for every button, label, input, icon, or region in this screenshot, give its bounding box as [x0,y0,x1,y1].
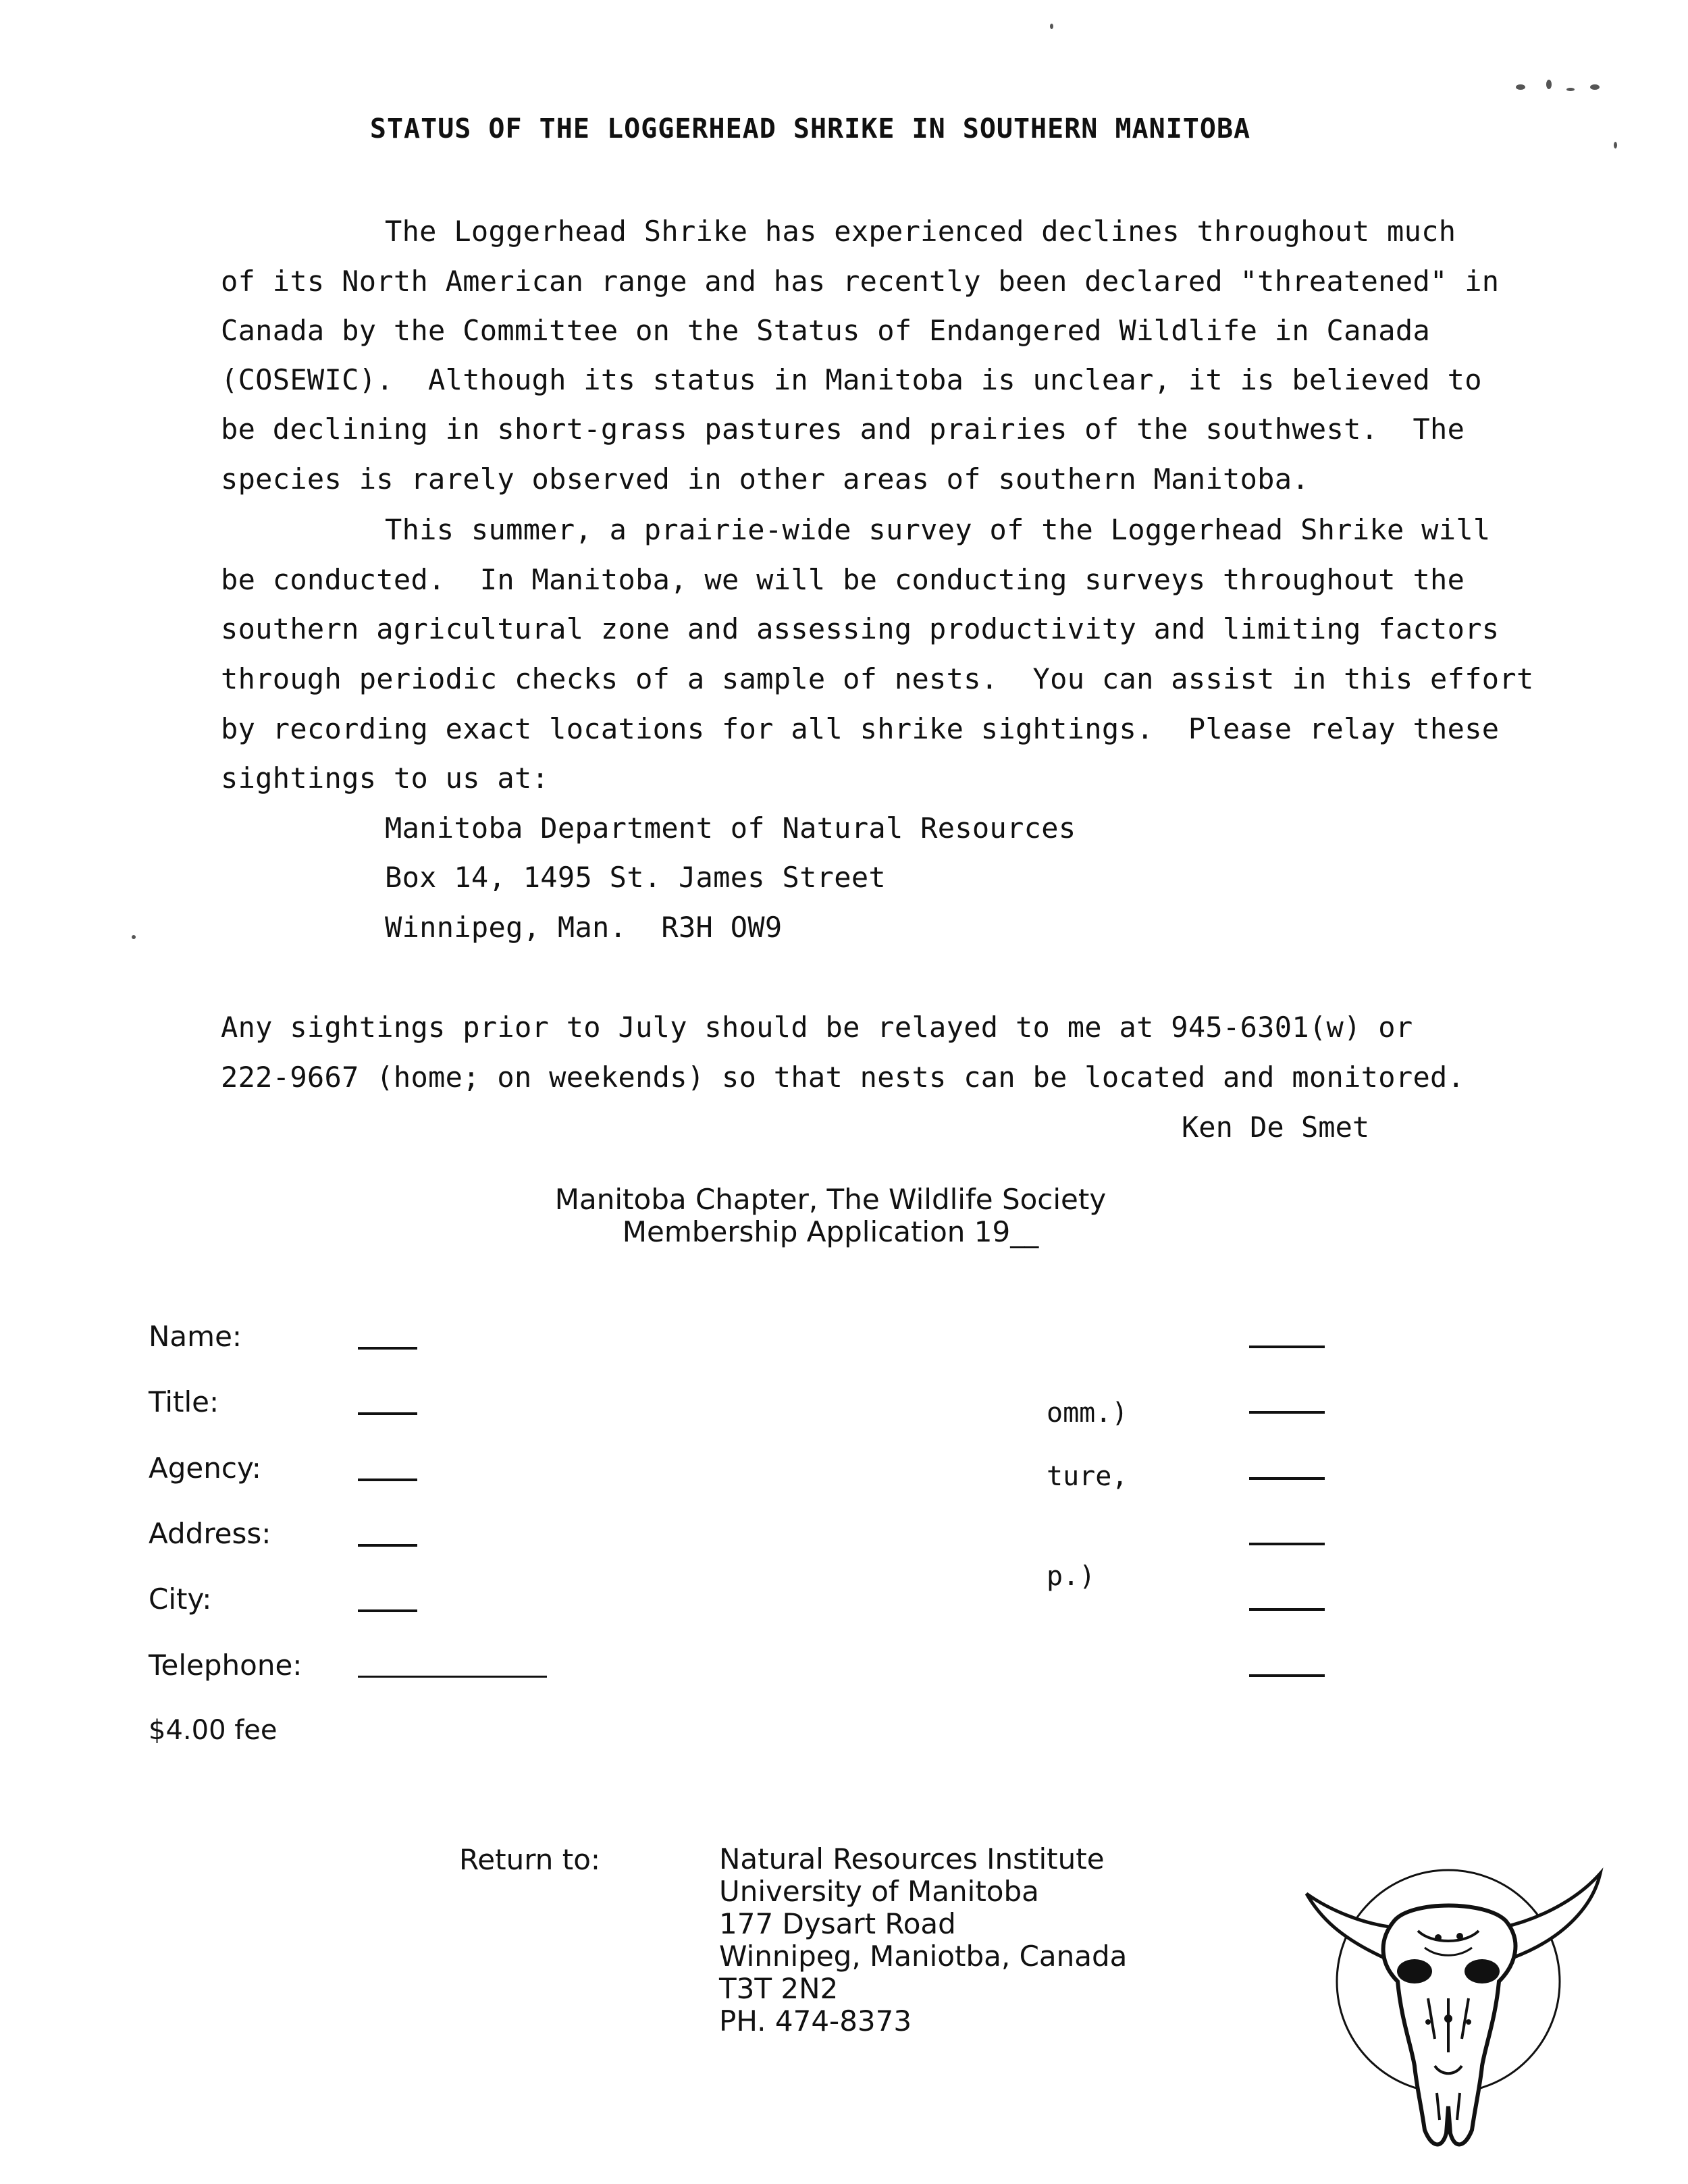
scan-speck [1590,84,1600,90]
body-line: This summer, a prairie-wide survey of the Loggerhead Shrike will [385,513,1491,546]
scan-speck [1050,24,1053,29]
form-fragment: p.) [1047,1561,1096,1592]
right-blank [1249,1543,1325,1545]
form-label-title: Title: [149,1385,219,1418]
return-label: Return to: [459,1843,601,1876]
right-blank [1249,1674,1325,1677]
telephone-blank [358,1676,547,1678]
form-label-name: Name: [149,1320,242,1353]
membership-fee: $4.00 fee [149,1715,278,1746]
title-blank [358,1412,417,1415]
body-line: southern agricultural zone and assessing productivity and limiting factors [221,612,1500,645]
agency-blank [358,1479,417,1481]
scan-speck [132,935,136,939]
form-subheading: Membership Application 19__ [622,1215,1039,1248]
body-line: (COSEWIC). Although its status in Manitoba is unclear, it is believed to [221,363,1482,396]
body-line: of its North American range and has recently been declared "threatened" in [221,265,1500,298]
address-line: Winnipeg, Man. R3H OW9 [385,911,783,944]
note-line: Any sightings prior to July should be relayed to me at 945-6301(w) or [221,1011,1413,1044]
return-address-line: Winnipeg, Maniotba, Canada [719,1940,1128,1973]
form-heading: Manitoba Chapter, The Wildlife Society [554,1183,1107,1216]
form-fragment: omm.) [1047,1397,1128,1429]
note-line: 222-9667 (home; on weekends) so that nests can be located and monitored. [221,1061,1465,1094]
form-label-agency: Agency: [149,1451,261,1485]
return-address-line: University of Manitoba [719,1875,1039,1908]
return-address-line: 177 Dysart Road [719,1907,956,1940]
body-line: The Loggerhead Shrike has experienced declines throughout much [385,215,1456,248]
address-line: Box 14, 1495 St. James Street [385,861,886,894]
body-line: species is rarely observed in other areas of southern Manitoba. [221,462,1309,496]
address-line: Manitoba Department of Natural Resources [385,811,1076,845]
scan-speck [1546,80,1552,89]
scan-speck [1566,88,1575,91]
name-blank [358,1347,417,1350]
body-line: be conducted. In Manitoba, we will be conducting surveys throughout the [221,563,1465,596]
return-address-line: T3T 2N2 [719,1972,839,2005]
right-blank [1249,1411,1325,1414]
scan-speck [1516,84,1525,90]
body-line: be declining in short-grass pastures and prairies of the southwest. The [221,412,1465,446]
body-line: Canada by the Committee on the Status of Endangered Wildlife in Canada [221,314,1431,347]
body-line: through periodic checks of a sample of nests. You can assist in this effort [221,662,1534,695]
body-line: sightings to us at: [221,762,550,795]
right-blank [1249,1608,1325,1611]
body-line: by recording exact locations for all shrike sightings. Please relay these [221,712,1500,745]
signature: Ken De Smet [1182,1111,1370,1144]
form-fragment: ture, [1047,1461,1128,1492]
document-title: STATUS OF THE LOGGERHEAD SHRIKE IN SOUTHERN MANITOBA [369,113,1251,144]
right-blank [1249,1477,1325,1480]
form-label-address: Address: [149,1517,271,1550]
form-label-telephone: Telephone: [149,1649,302,1682]
city-blank [358,1609,417,1612]
address-blank [358,1544,417,1547]
bison-skull-logo [1283,1863,1634,2154]
right-blank [1249,1346,1325,1348]
form-label-city: City: [149,1582,212,1616]
return-address-line: Natural Resources Institute [719,1842,1105,1875]
return-address-line: PH. 474-8373 [719,2004,912,2037]
scan-speck [1614,142,1617,149]
